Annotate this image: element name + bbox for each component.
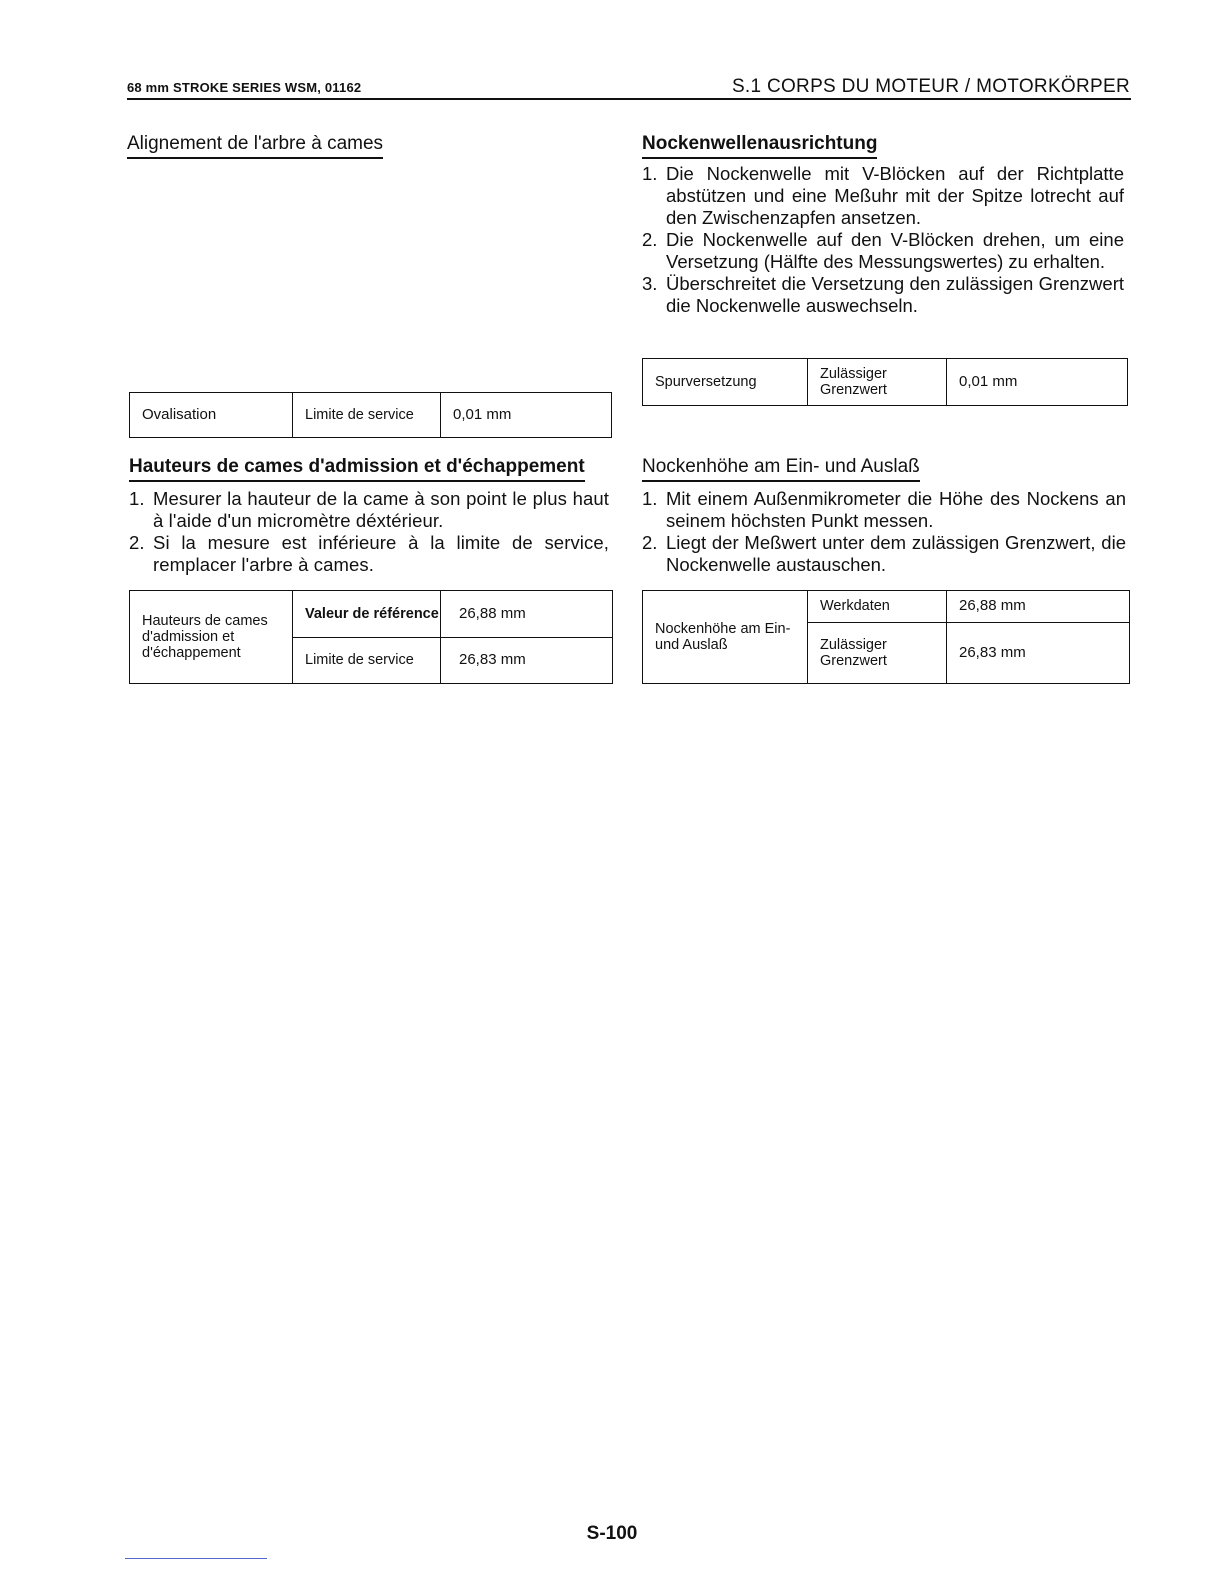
fr-s2-row2-value: 26,83 mm [441, 637, 613, 684]
de-s2-row2-value: 26,83 mm [947, 622, 1130, 683]
de-s2-row1-type: Werkdaten [808, 591, 947, 623]
de-s2-row2-type: Zulässiger Grenzwert [808, 622, 947, 683]
de-section2-steps [642, 488, 1126, 576]
list-item: 1. Mit einem Außenmikrometer die Höhe des Nockens an seinem höchsten Punkt messen. [642, 488, 1126, 531]
fr-section1-table [129, 392, 612, 438]
fr-section2-table [129, 590, 613, 684]
de-section2-title: Nockenhöhe am Ein- und Auslaß [642, 456, 920, 482]
header-right-text: S.1 CORPS DU MOTEUR / MOTORKÖRPER [731, 76, 1130, 97]
fr-s2-label-cell: Hauteurs de cames d'admission et d'échappement [130, 591, 293, 684]
fr-s2-row2-type: Limite de service [293, 637, 441, 684]
fr-section1-heading-wrap [127, 133, 383, 159]
list-item: 3. Überschreitet die Versetzung den zulässigen Grenzwert die Nockenwelle auswechseln. [642, 273, 1124, 316]
de-section1-title: Nockenwellenausrichtung [642, 133, 877, 159]
fr-s1-type-cell: Limite de service [293, 393, 441, 438]
header-rule [127, 98, 1131, 100]
list-item: 1. Mesurer la hauteur de la came à son point le plus haut à l'aide d'un micromètre déxtérieur. [129, 488, 609, 531]
fr-section2-title: Hauteurs de cames d'admission et d'échappement [129, 456, 585, 482]
footer-rule [125, 1558, 267, 1559]
table-row [130, 591, 613, 638]
de-s2-row1-value: 26,88 mm [947, 591, 1130, 623]
fr-s1-value-cell: 0,01 mm [441, 393, 612, 438]
de-s1-label-cell: Spurversetzung [643, 359, 808, 406]
fr-s2-row1-value: 26,88 mm [441, 591, 613, 638]
de-s1-value-cell: 0,01 mm [947, 359, 1128, 406]
fr-s1-label-cell: Ovalisation [130, 393, 293, 438]
table-row [643, 359, 1128, 406]
de-s2-label-cell: Nockenhöhe am Ein- und Auslaß [643, 591, 808, 684]
list-item: 1. Die Nockenwelle mit V-Blöcken auf der Richtplatte abstützen und eine Meßuhr mit der Spitze lotrecht auf den Zwischenzapfen ansetzen. [642, 163, 1124, 228]
de-section2-table [642, 590, 1130, 684]
de-section1-heading-wrap [642, 133, 877, 159]
list-item: 2. Si la mesure est inférieure à la limite de service, remplacer l'arbre à cames. [129, 532, 609, 575]
de-section1-steps [642, 163, 1124, 317]
fr-section2-steps [129, 488, 609, 576]
de-section2-heading-wrap [642, 456, 920, 482]
fr-s2-row1-type: Valeur de référence [293, 591, 441, 638]
page-number: S-100 [586, 1523, 638, 1544]
fr-section2-heading-wrap [129, 456, 585, 482]
de-s1-type-cell: Zulässiger Grenzwert [808, 359, 947, 406]
list-item: 2. Die Nockenwelle auf den V-Blöcken drehen, um eine Versetzung (Hälfte des Messungswertes) zu erhalten. [642, 229, 1124, 272]
table-row [130, 393, 612, 438]
de-section1-table [642, 358, 1128, 406]
fr-section1-title: Alignement de l'arbre à cames [127, 133, 383, 159]
table-row [643, 591, 1130, 623]
header-left-text: 68 mm STROKE SERIES WSM, 01162 [127, 80, 362, 95]
list-item: 2. Liegt der Meßwert unter dem zulässigen Grenzwert, die Nockenwelle austauschen. [642, 532, 1126, 575]
